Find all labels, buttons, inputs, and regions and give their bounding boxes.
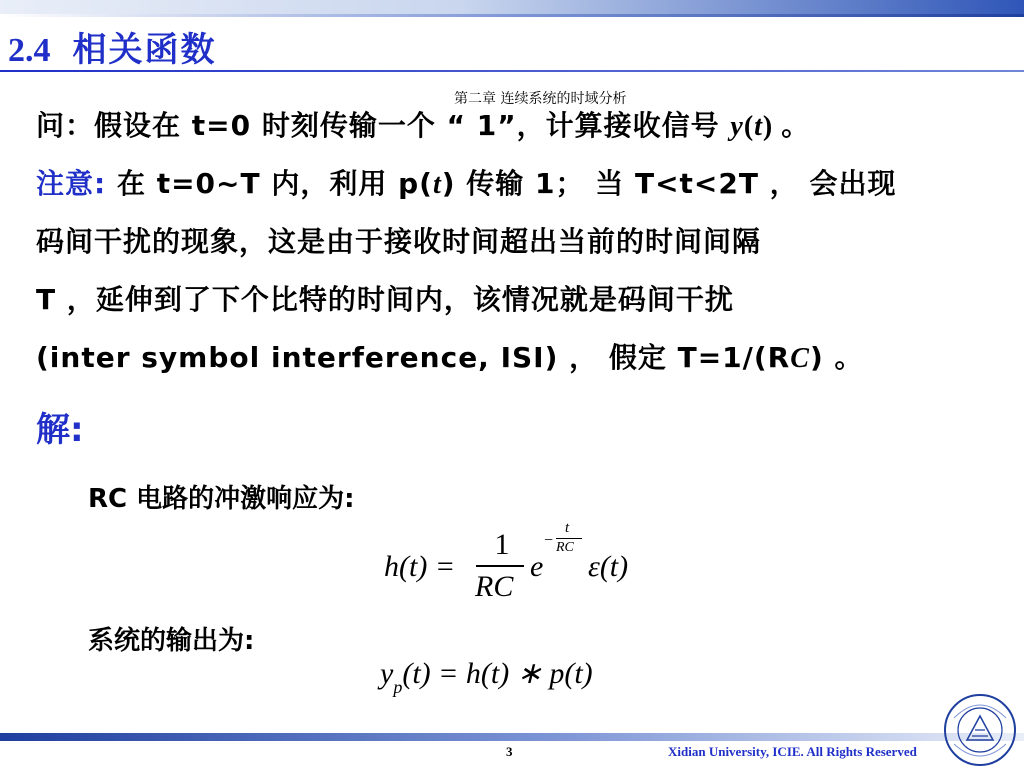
impulse-equation <box>384 520 654 608</box>
note-text-1a: 在 t=0~T 内，利用 p( <box>106 167 433 200</box>
bottom-decor-band <box>0 733 1024 741</box>
note-line-2: 码间干扰的现象，这是由于接收时间超出当前的时间间隔 <box>36 225 762 258</box>
note-text-4b: ) 。 <box>809 341 864 374</box>
slide-title <box>8 22 217 71</box>
eq1-exp-bar <box>556 538 582 539</box>
top-decor-line <box>0 14 1024 17</box>
note-text-4c: C <box>790 343 810 374</box>
solution-label: 解: <box>36 410 84 450</box>
eq1-base: e <box>530 550 544 583</box>
page-number: 3 <box>506 744 513 759</box>
question-text: 假设在 t=0 时刻传输一个 “ 1”，计算接收信号 <box>94 109 731 142</box>
question-line <box>36 104 810 144</box>
note-text-4a: (inter symbol interference, ISI) ， 假定 T=1/(R <box>36 341 791 374</box>
output-equation <box>380 656 593 697</box>
question-end: ) 。 <box>762 111 811 142</box>
section-number: 2.4 <box>8 32 51 69</box>
question-label: 问： <box>36 109 95 142</box>
impulse-response-label: RC 电路的冲激响应为: <box>88 484 355 514</box>
eq1-exp-den: RC <box>556 540 574 555</box>
eq1-numerator: 1 <box>494 528 510 561</box>
section-title: 相关函数 <box>72 30 217 70</box>
note-text-1b: ) 传输 1； 当 T<t<2T ， 会出现 <box>441 167 897 200</box>
university-seal-icon <box>942 692 1018 768</box>
output-label: 系统的输出为: <box>88 626 255 656</box>
question-t: t <box>754 111 763 142</box>
title-rule <box>0 70 1024 72</box>
eq2-rest: (t) = h(t) ∗ p(t) <box>402 657 593 690</box>
top-decor-band <box>0 0 1024 14</box>
eq1-denominator: RC <box>475 570 514 603</box>
eq1-exp-sign: − <box>544 532 554 549</box>
question-y: y <box>730 111 744 142</box>
chapter-label: 第二章 连续系统的时域分析 <box>454 91 627 107</box>
note-text-1t: t <box>432 169 442 200</box>
copyright-text: Xidian University, ICIE. All Rights Reserved <box>668 744 917 759</box>
eq1-lhs: h(t) = <box>384 550 456 583</box>
note-line-4 <box>36 336 863 376</box>
eq2-y: y <box>380 657 394 690</box>
eq1-exp-num: t <box>565 520 570 536</box>
eq2-sub: p <box>393 677 403 697</box>
eq1-tail: ε(t) <box>588 550 629 583</box>
note-line-1 <box>36 162 896 202</box>
eq1-fraction-bar <box>476 565 524 567</box>
question-paren-open: ( <box>743 111 755 142</box>
note-line-3: T ，延伸到了下个比特的时间内，该情况就是码间干扰 <box>36 283 734 316</box>
note-label: 注意: <box>36 167 107 200</box>
